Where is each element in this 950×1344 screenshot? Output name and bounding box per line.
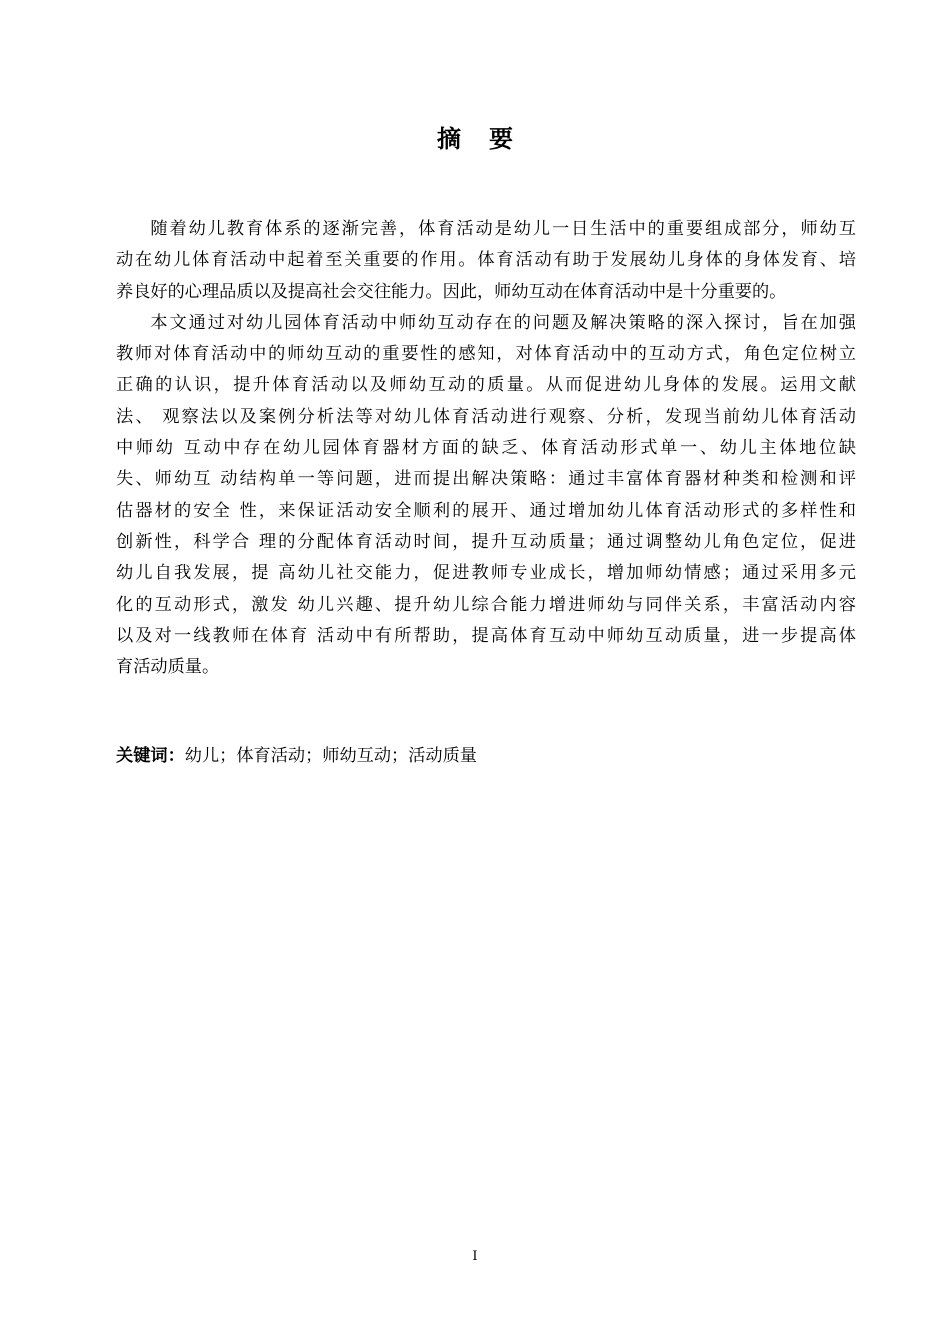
- keywords: [116, 741, 477, 772]
- keywords-values: 幼儿；体育活动；师幼互动；活动质量: [184, 746, 477, 766]
- keywords-label: 关键词：: [116, 746, 185, 766]
- paragraph-line: 本文通过对幼儿园体育活动中师幼互动存在的问题及解决策略的深入探讨，旨在加强: [150, 312, 856, 333]
- abstract-paragraph-2: [116, 308, 856, 684]
- paragraph-line: 创新性，科学合 理的分配体育活动时间，提升互动质量；通过调整幼儿角色定位，促进: [116, 531, 856, 552]
- paragraph-line: 正确的认识，提升体育活动以及师幼互动的质量。从而促进幼儿身体的发展。运用文献: [116, 375, 856, 396]
- paragraph-line: 失、师幼互 动结构单一等问题，进而提出解决策略：通过丰富体育器材种类和检测和评: [116, 469, 856, 490]
- paragraph-line: 动在幼儿体育活动中起着至关重要的作用。体育活动有助于发展幼儿身体的身体发育、培: [116, 250, 856, 271]
- paragraph-line: 养良好的心理品质以及提高社会交往能力。因此，师幼互动在体育活动中是十分重要的。: [116, 281, 787, 302]
- abstract-paragraph-1: [116, 214, 856, 308]
- paragraph-line: 估器材的安全 性，来保证活动安全顺利的展开、通过增加幼儿体育活动形式的多样性和: [116, 500, 856, 521]
- page-title: 摘要: [437, 125, 541, 153]
- paragraph-line: 化的互动形式，激发 幼儿兴趣、提升幼儿综合能力增进师幼与同伴关系，丰富活动内容: [116, 594, 856, 615]
- paragraph-line: 育活动质量。: [116, 657, 220, 678]
- paragraph-line: 中师幼 互动中存在幼儿园体育器材方面的缺乏、体育活动形式单一、幼儿主体地位缺: [116, 438, 856, 459]
- paragraph-line: 以及对一线教师在体育 活动中有所帮助，提高体育互动中师幼互动质量，进一步提高体: [116, 625, 856, 646]
- paragraph-line: 随着幼儿教育体系的逐渐完善，体育活动是幼儿一日生活中的重要组成部分，师幼互: [150, 219, 856, 239]
- abstract-body: [116, 214, 856, 683]
- page-number: I: [472, 1249, 478, 1264]
- paragraph-line: 法、 观察法以及案例分析法等对幼儿体育活动进行观察、分析，发现当前幼儿体育活动: [116, 406, 856, 427]
- paragraph-line: 教师对体育活动中的师幼互动的重要性的感知，对体育活动中的互动方式，角色定位树立: [116, 344, 856, 365]
- paragraph-line: 幼儿自我发展，提 高幼儿社交能力，促进教师专业成长，增加师幼情感；通过采用多元: [116, 563, 856, 584]
